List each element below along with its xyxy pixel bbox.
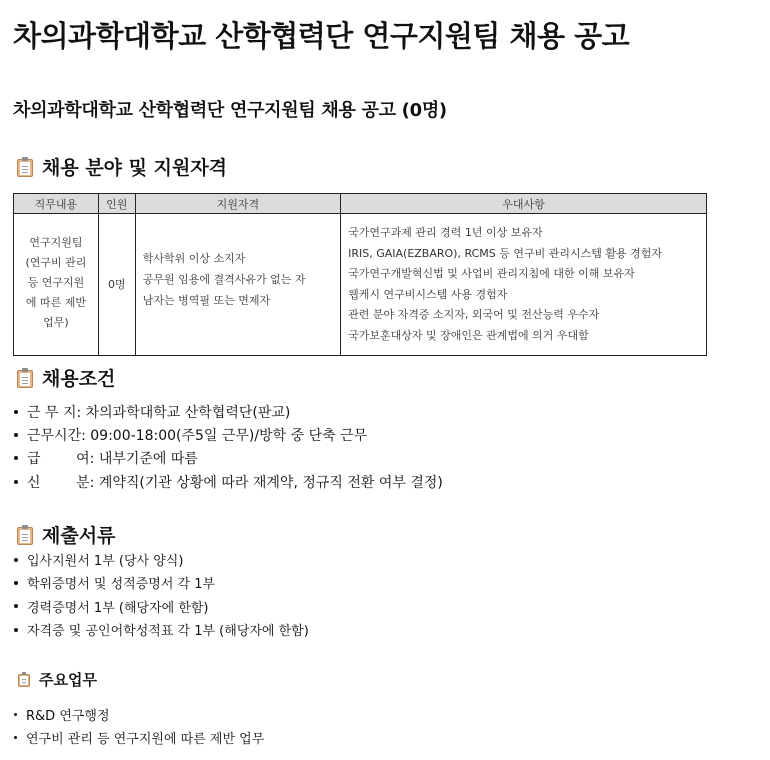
posting-subtitle: 차의과학대학교 산학협력단 연구지원팀 채용 공고 (0명)	[13, 100, 447, 121]
header-count: 인원	[98, 194, 135, 214]
list-item	[14, 595, 309, 618]
condition-location: 근 무 지: 차의과학대학교 산학협력단(판교)	[27, 404, 291, 421]
document-item: 경력증명서 1부 (해당자에 한함)	[27, 600, 209, 616]
preference-line: 국가보훈대상자 및 장애인은 관계법에 의거 우대함	[348, 328, 589, 342]
duties-section-heading	[18, 669, 97, 690]
documents-list	[14, 548, 309, 641]
list-item	[14, 703, 264, 726]
list-item	[14, 470, 443, 493]
condition-status: 신 분: 계약직(기관 상황에 따라 재계약, 정규직 전환 여부 결정)	[27, 474, 443, 491]
preference-line: 국가연구과제 관리 경력 1년 이상 보유자	[348, 226, 543, 239]
role-line: 업무)	[43, 316, 69, 329]
clipboard-icon	[18, 672, 30, 687]
role-line: 에 따른 제반	[25, 296, 86, 309]
conditions-list	[14, 400, 443, 493]
list-item	[14, 726, 264, 749]
qualification-line: 공무원 임용에 결격사유가 없는 자	[142, 273, 306, 286]
preference-line: 웹케시 연구비시스템 사용 경험자	[348, 287, 508, 301]
qualification-line: 학사학위 이상 소지자	[142, 252, 246, 265]
duties-list	[14, 703, 264, 749]
clipboard-icon	[17, 157, 33, 177]
list-item	[14, 571, 309, 594]
clipboard-icon	[17, 368, 33, 388]
preference-line: 관련 분야 자격증 소지자, 외국어 및 전산능력 우수자	[348, 308, 600, 322]
cell-qualification	[135, 214, 340, 356]
list-item	[14, 447, 443, 470]
role-line: (연구비 관리	[25, 256, 87, 269]
list-item	[14, 618, 309, 641]
recruit-table	[13, 193, 707, 356]
duty-item: R&D 연구행정	[26, 709, 110, 724]
role-line: 등 연구지원	[27, 276, 85, 289]
header-qualification: 지원자격	[135, 194, 340, 214]
header-preference: 우대사항	[341, 194, 707, 214]
condition-salary: 급 여: 내부기준에 따름	[27, 451, 198, 468]
recruit-section-heading	[17, 153, 227, 180]
cell-preference	[341, 214, 707, 356]
preference-line: 국가연구개발혁신법 및 사업비 관리지침에 대한 이해 보유자	[348, 267, 635, 281]
list-item	[14, 400, 443, 423]
documents-heading-text: 제출서류	[42, 525, 116, 547]
page-title: 차의과학대학교 산학협력단 연구지원팀 채용 공고	[13, 19, 630, 53]
list-item	[14, 423, 443, 446]
documents-section-heading	[17, 521, 115, 548]
document-item: 학위증명서 및 성적증명서 각 1부	[27, 577, 216, 593]
condition-hours: 근무시간: 09:00-18:00(주5일 근무)/방학 중 단축 근무	[27, 427, 368, 444]
document-item: 자격증 및 공인어학성적표 각 1부 (해당자에 한함)	[27, 624, 309, 640]
header-role: 직무내용	[14, 194, 99, 214]
cell-count: 0명	[98, 214, 135, 356]
duty-item: 연구비 관리 등 연구지원에 따른 제반 업무	[26, 732, 265, 747]
conditions-heading-text: 채용조건	[42, 368, 116, 390]
table-row	[14, 214, 707, 356]
document-item: 입사지원서 1부 (당사 양식)	[27, 554, 184, 570]
recruit-heading-text: 채용 분야 및 지원자격	[42, 157, 228, 179]
clipboard-icon	[17, 525, 33, 545]
role-line: 연구지원팀	[29, 236, 83, 249]
table-header-row	[14, 194, 707, 214]
conditions-section-heading	[17, 364, 115, 391]
cell-role	[14, 214, 99, 356]
list-item	[14, 548, 309, 571]
qualification-line: 남자는 병역필 또는 면제자	[142, 294, 271, 307]
preference-line: IRIS, GAIA(EZBARO), RCMS 등 연구비 관리시스템 활용 경험자	[348, 246, 662, 260]
duties-heading-text: 주요업무	[39, 671, 97, 689]
